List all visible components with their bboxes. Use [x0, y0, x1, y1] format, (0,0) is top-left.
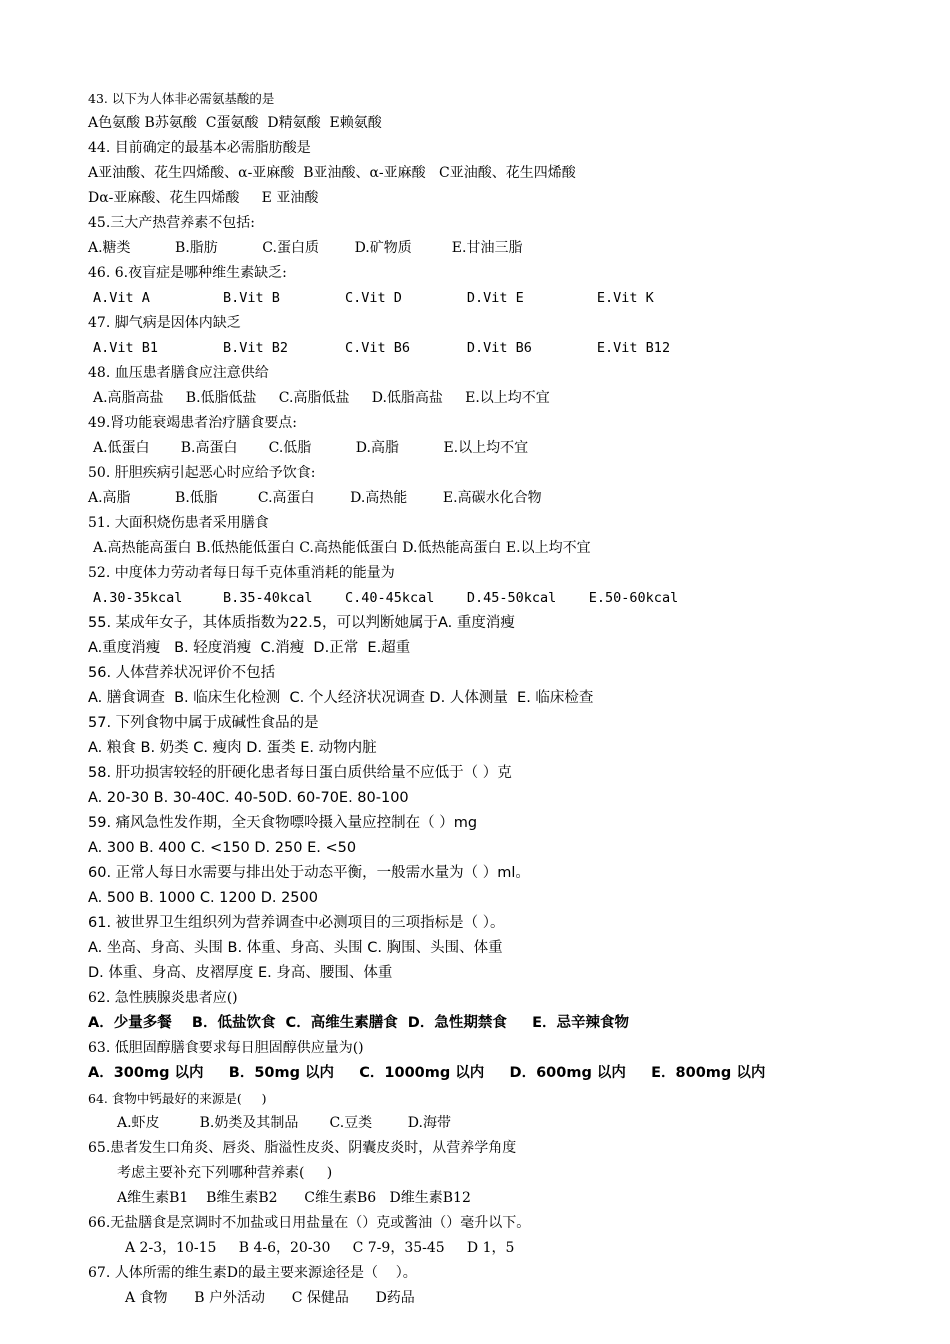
question-60: 60. 正常人每日水需要与排出处于动态平衡，一般需水量为（ ）ml。 — [88, 865, 530, 881]
question-61: 61. 被世界卫生组织列为营养调查中必测项目的三项指标是（ ）。 — [88, 915, 505, 931]
options-61-a: A. 坐高、身高、头围 B. 体重、身高、头围 C. 胸围、头围、体重 — [88, 940, 503, 956]
question-49: 49.肾功能衰竭患者治疗膳食要点: — [88, 415, 297, 431]
question-44: 44. 目前确定的最基本必需脂肪酸是 — [88, 140, 311, 156]
question-63: 63. 低胆固醇膳食要求每日胆固醇供应量为() — [88, 1040, 364, 1056]
question-52: 52. 中度体力劳动者每日每千克体重消耗的能量为 — [88, 565, 395, 581]
options-43: A色氨酸 B苏氨酸 C蛋氨酸 D精氨酸 E赖氨酸 — [88, 115, 382, 131]
question-43: 43. 以下为人体非必需氨基酸的是 — [88, 91, 275, 106]
question-65: 65.患者发生口角炎、唇炎、脂溢性皮炎、阴囊皮炎时，从营养学角度 — [88, 1140, 517, 1156]
question-59: 59. 痛风急性发作期，全天食物嘌呤摄入量应控制在（ ）mg — [88, 815, 478, 831]
options-63: A．300mg 以内 B．50mg 以内 C．1000mg 以内 D．600mg 以内 E．800mg 以内 — [88, 1065, 766, 1081]
options-56: A. 膳食调查 B. 临床生化检测 C. 个人经济状况调查 D. 人体测量 E. 临床检查 — [88, 690, 594, 706]
question-67: 67. 人体所需的维生素D的最主要来源途径是（ ）。 — [88, 1265, 417, 1281]
question-65-continued: 考虑主要补充下列哪种营养素( ) — [117, 1165, 333, 1181]
question-62: 62. 急性胰腺炎患者应() — [88, 990, 238, 1006]
options-46: A.Vit A B.Vit B C.Vit D D.Vit E E.Vit K — [93, 290, 654, 306]
options-58: A. 20-30 B. 30-40C. 40-50D. 60-70E. 80-100 — [88, 790, 409, 806]
question-51: 51. 大面积烧伤患者采用膳食 — [88, 515, 269, 531]
options-48: A.高脂高盐 B.低脂低盐 C.高脂低盐 D.低脂高盐 E.以上均不宜 — [93, 390, 550, 406]
question-64: 64. 食物中钙最好的来源是( ) — [88, 1091, 267, 1106]
options-65: A维生素B1 B维生素B2 C维生素B6 D维生素B12 — [117, 1190, 471, 1206]
options-67: A 食物 B 户外活动 C 保健品 D药品 — [125, 1290, 415, 1306]
options-52: A.30-35kcal B.35-40kcal C.40-45kcal D.45-50kcal E.50-60kcal — [93, 590, 679, 606]
options-64: A.虾皮 B.奶类及其制品 C.豆类 D.海带 — [117, 1115, 451, 1131]
question-58: 58. 肝功损害较轻的肝硬化患者每日蛋白质供给量不应低于（ ）克 — [88, 765, 512, 781]
options-57: A. 粮食 B. 奶类 C. 瘦肉 D. 蛋类 E. 动物内脏 — [88, 740, 377, 756]
question-55: 55. 某成年女子，其体质指数为22.5，可以判断她属于A. 重度消瘦 — [88, 615, 515, 631]
question-50: 50. 肝胆疾病引起恶心时应给予饮食: — [88, 465, 316, 481]
question-48: 48. 血压患者膳食应注意供给 — [88, 365, 269, 381]
question-46: 46. 6.夜盲症是哪种维生素缺乏: — [88, 265, 287, 281]
options-45: A.糖类 B.脂肪 C.蛋白质 D.矿物质 E.甘油三脂 — [88, 240, 523, 256]
question-47: 47. 脚气病是因体内缺乏 — [88, 315, 241, 331]
question-57: 57. 下列食物中属于成碱性食品的是 — [88, 715, 319, 731]
options-62: A．少量多餐 B．低盐饮食 C．高维生素膳食 D．急性期禁食 E．忌辛辣食物 — [88, 1015, 629, 1031]
options-49: A.低蛋白 B.高蛋白 C.低脂 D.高脂 E.以上均不宜 — [93, 440, 529, 456]
question-56: 56. 人体营养状况评价不包括 — [88, 665, 276, 681]
options-44-b: Dα-亚麻酸、花生四烯酸 E 亚油酸 — [88, 190, 319, 206]
options-59: A. 300 B. 400 C. <150 D. 250 E. <50 — [88, 840, 357, 856]
options-60: A. 500 B. 1000 C. 1200 D. 2500 — [88, 890, 318, 906]
options-61-b: D. 体重、身高、皮褶厚度 E. 身高、腰围、体重 — [88, 965, 393, 981]
options-47: A.Vit B1 B.Vit B2 C.Vit B6 D.Vit B6 E.Vit B12 — [93, 340, 671, 356]
question-45: 45.三大产热营养素不包括: — [88, 215, 255, 231]
options-66: A 2-3，10-15 B 4-6，20-30 C 7-9，35-45 D 1，5 — [125, 1240, 515, 1256]
options-50: A.高脂 B.低脂 C.高蛋白 D.高热能 E.高碳水化合物 — [88, 490, 542, 506]
options-51: A.高热能高蛋白 B.低热能低蛋白 C.高热能低蛋白 D.低热能高蛋白 E.以上均不宜 — [93, 540, 591, 556]
options-55: A.重度消瘦 B. 轻度消瘦 C.消瘦 D.正常 E.超重 — [88, 640, 411, 656]
options-44-a: A亚油酸、花生四烯酸、α-亚麻酸 B亚油酸、α-亚麻酸 C亚油酸、花生四烯酸 — [88, 165, 576, 181]
question-66: 66.无盐膳食是烹调时不加盐或日用盐量在（）克或酱油（）毫升以下。 — [88, 1215, 531, 1231]
